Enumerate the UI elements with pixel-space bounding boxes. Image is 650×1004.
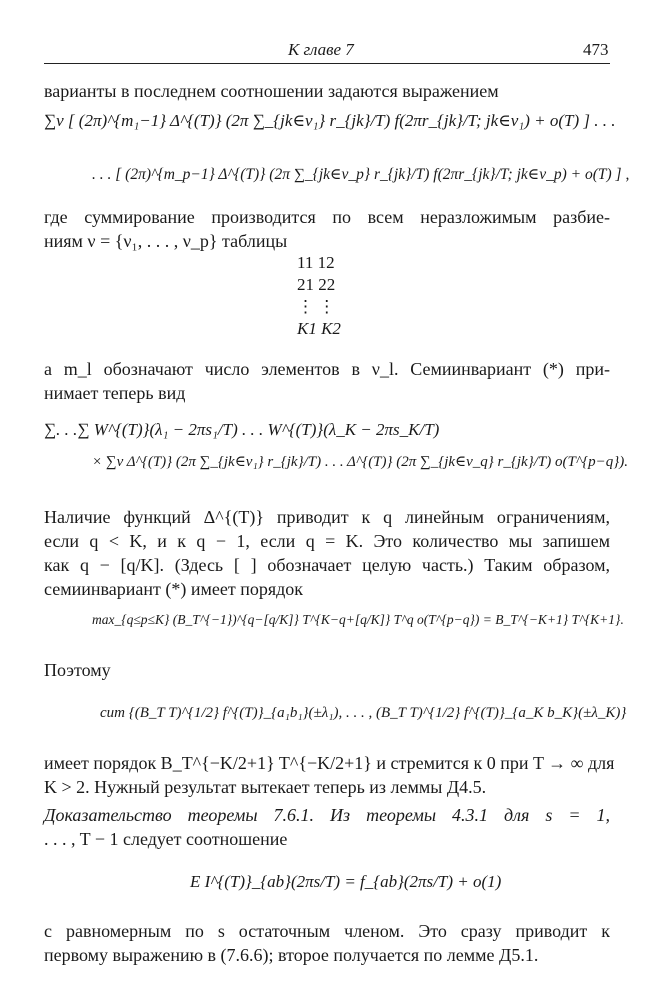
formula-expectation: E I^{(T)}_{ab}(2πs/T) = f_{ab}(2πs/T) + o(1) — [190, 872, 502, 891]
paragraph-line: Поэтому — [44, 660, 111, 680]
paragraph-line: Наличие функций Δ^{(T)} приводит к q линейным ограничениям, — [44, 507, 610, 527]
index-table-row: 21 22 — [297, 275, 336, 294]
paragraph-line: . . . , T − 1 следует соотношение — [44, 829, 288, 849]
formula-order-estimate: max_{q≤p≤K} (B_T^{−1})^{q−[q/K]} T^{K−q+[q/K]} T^q o(T^{p−q}) = B_T^{−K+1} T^{K+1}. — [92, 612, 624, 627]
paragraph-line: первому выражению в (7.6.6); второе получается по лемме Д5.1. — [44, 945, 539, 965]
index-table — [297, 252, 341, 340]
index-table-row: ⋮ ⋮ — [297, 297, 336, 316]
paragraph-line: где суммирование производится по всем неразложимым разбие- — [44, 207, 610, 227]
formula-semiinvariant-line-1: ∑. . .∑ W^{(T)}(λ₁ − 2πs₁/T) . . . W^{(T)}(λ_K − 2πs_K/T) — [44, 420, 440, 439]
paragraph-line: нимает теперь вид — [44, 383, 186, 403]
paragraph-line: ниям ν = {ν₁, . . . , ν_p} таблицы — [44, 231, 288, 251]
formula-cum: cum {(B_T T)^{1/2} f^{(T)}_{a₁b₁}(±λ₁), . . . , (B_T T)^{1/2} f^{(T)}_{a_K b_K}(±λ_K)} — [100, 705, 627, 721]
formula-cumulant-line-2: . . . [ (2π)^{m_p−1} Δ^{(T)} (2π ∑_{jk∈ν_p} r_{jk}/T) f(2πr_{jk}/T; jk∈ν_p) + o(T) ] , — [92, 166, 630, 183]
paragraph-line: если q < K, и к q − 1, если q = K. Это количество мы запишем — [44, 531, 610, 551]
proof-heading-line: Доказательство теоремы 7.6.1. Из теоремы 4.3.1 для s = 1, — [44, 805, 610, 825]
paragraph-line: имеет порядок B_T^{−K/2+1} T^{−K/2+1} и стремится к 0 при T → ∞ для — [44, 753, 615, 773]
paragraph-line: а m_l обозначают число элементов в ν_l. Семиинвариант (*) при- — [44, 359, 610, 379]
paragraph-line: K > 2. Нужный результат вытекает теперь из леммы Д4.5. — [44, 777, 487, 797]
index-table-row: 11 12 — [297, 253, 335, 272]
paragraph-line: как q − [q/K]. (Здесь [ ] обозначает целую часть.) Таким образом, — [44, 555, 610, 575]
paragraph-line: семиинвариант (*) имеет порядок — [44, 579, 304, 599]
formula-cumulant-line-1: ∑ν [ (2π)^{m₁−1} Δ^{(T)} (2π ∑_{jk∈ν₁} r_{jk}/T) f(2πr_{jk}/T; jk∈ν₁) + o(T) ] . . . — [44, 111, 616, 130]
index-table-row: K1 K2 — [297, 319, 341, 338]
header-rule — [44, 63, 610, 64]
formula-semiinvariant-line-2: × ∑ν Δ^{(T)} (2π ∑_{jk∈ν₁} r_{jk}/T) . . . Δ^{(T)} (2π ∑_{jk∈ν_q} r_{jk}/T) o(T^{p−q}). — [92, 454, 629, 470]
paragraph-line: с равномерным по s остаточным членом. Это сразу приводит к — [44, 921, 610, 941]
paragraph-line: варианты в последнем соотношении задаются выражением — [44, 81, 499, 101]
page-number: 473 — [583, 40, 609, 59]
running-head: К главе 7 — [288, 40, 354, 59]
